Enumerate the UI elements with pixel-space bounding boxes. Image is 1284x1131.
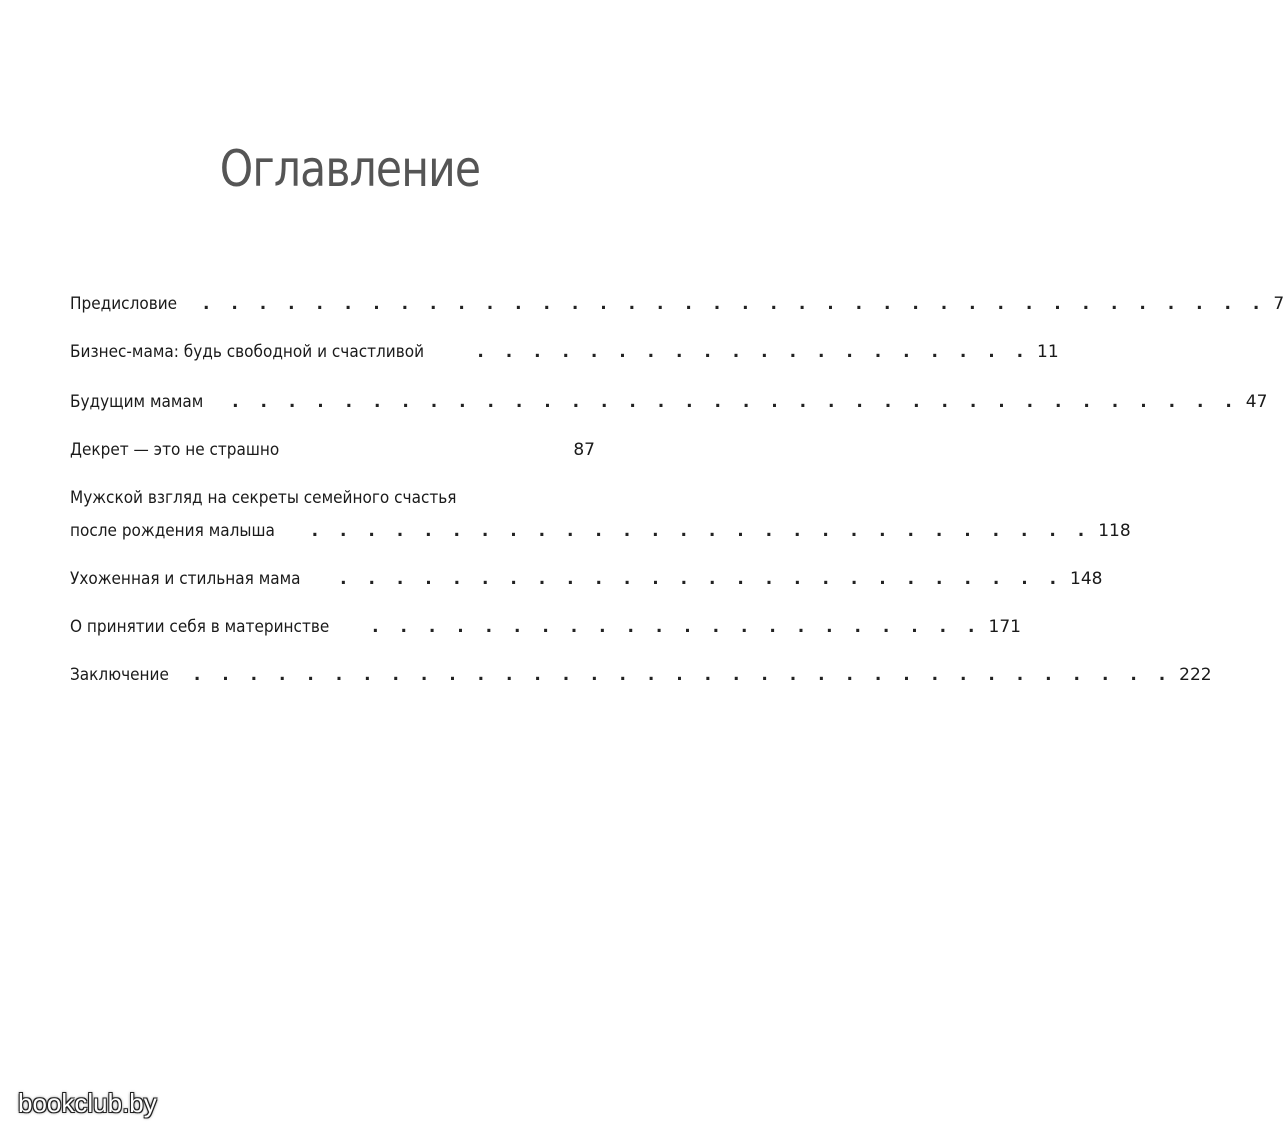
toc-entry-future-moms[interactable] [70, 391, 1268, 413]
dot-leader: . . . . . . . . . . . . . . . . . . . . [477, 342, 1032, 362]
toc-entry-male-view[interactable] [70, 487, 1131, 542]
dot-leader: . . . . . . . . . . . . . . . . . . . . . . . . . . . . . . . . . . . . . . [202, 294, 1268, 314]
toc-page-number: 222 [1179, 665, 1212, 685]
toc-entry-label-line2: после рождения малыша [70, 521, 275, 541]
toc-entry-label-line1: Мужской взгляд на секреты семейного счастья [70, 488, 457, 508]
toc-entry-label: Будущим мамам [70, 392, 204, 412]
toc-entry-business-mom[interactable] [70, 341, 1059, 363]
toc-page-number: 47 [1245, 392, 1268, 412]
toc-entry-label: Бизнес-мама: будь свободной и счастливой [70, 342, 425, 362]
dot-leader: . . . . . . . . . . . . . . . . . . . . . . . . . . [340, 569, 1065, 589]
toc-page-number: 7 [1273, 294, 1284, 314]
dot-leader: . . . . . . . . . . . . . . . . . . . . . . . . . . . . . . . . . . . . [232, 392, 1240, 412]
toc-entry-preface[interactable] [70, 293, 1284, 315]
dot-leader: . . . . . . . . . . . . . . . . . . . . . . . . . . . . . . . . . . . [193, 665, 1174, 685]
toc-entry-label: Предисловие [70, 294, 178, 314]
toc-page-number: 171 [988, 617, 1021, 637]
dot-leader [317, 439, 568, 461]
toc-entry-stylish-mom[interactable] [70, 568, 1103, 590]
toc-entry-label: Ухоженная и стильная мама [70, 569, 301, 589]
toc-entry-self-acceptance[interactable] [70, 616, 1021, 638]
toc-entry-label: Декрет — это не страшно [70, 440, 280, 460]
toc-entry-conclusion[interactable] [70, 664, 1212, 686]
dot-leader: . . . . . . . . . . . . . . . . . . . . . . [372, 617, 983, 637]
page-title: Оглавление [219, 140, 481, 198]
toc-entry-maternity-leave[interactable] [70, 439, 595, 461]
toc-entry-label: О принятии себя в материнстве [70, 617, 330, 637]
toc-page-number: 148 [1070, 569, 1103, 589]
toc-entry-second-row [70, 520, 1131, 542]
toc-page-number: 87 [573, 440, 595, 460]
toc-page-number: 11 [1037, 342, 1059, 362]
dot-leader: . . . . . . . . . . . . . . . . . . . . . . . . . . . . [311, 521, 1093, 541]
toc-page-number: 118 [1098, 521, 1131, 541]
toc-entry-label: Заключение [70, 665, 169, 685]
watermark-text: bookclub.by [18, 1088, 157, 1118]
